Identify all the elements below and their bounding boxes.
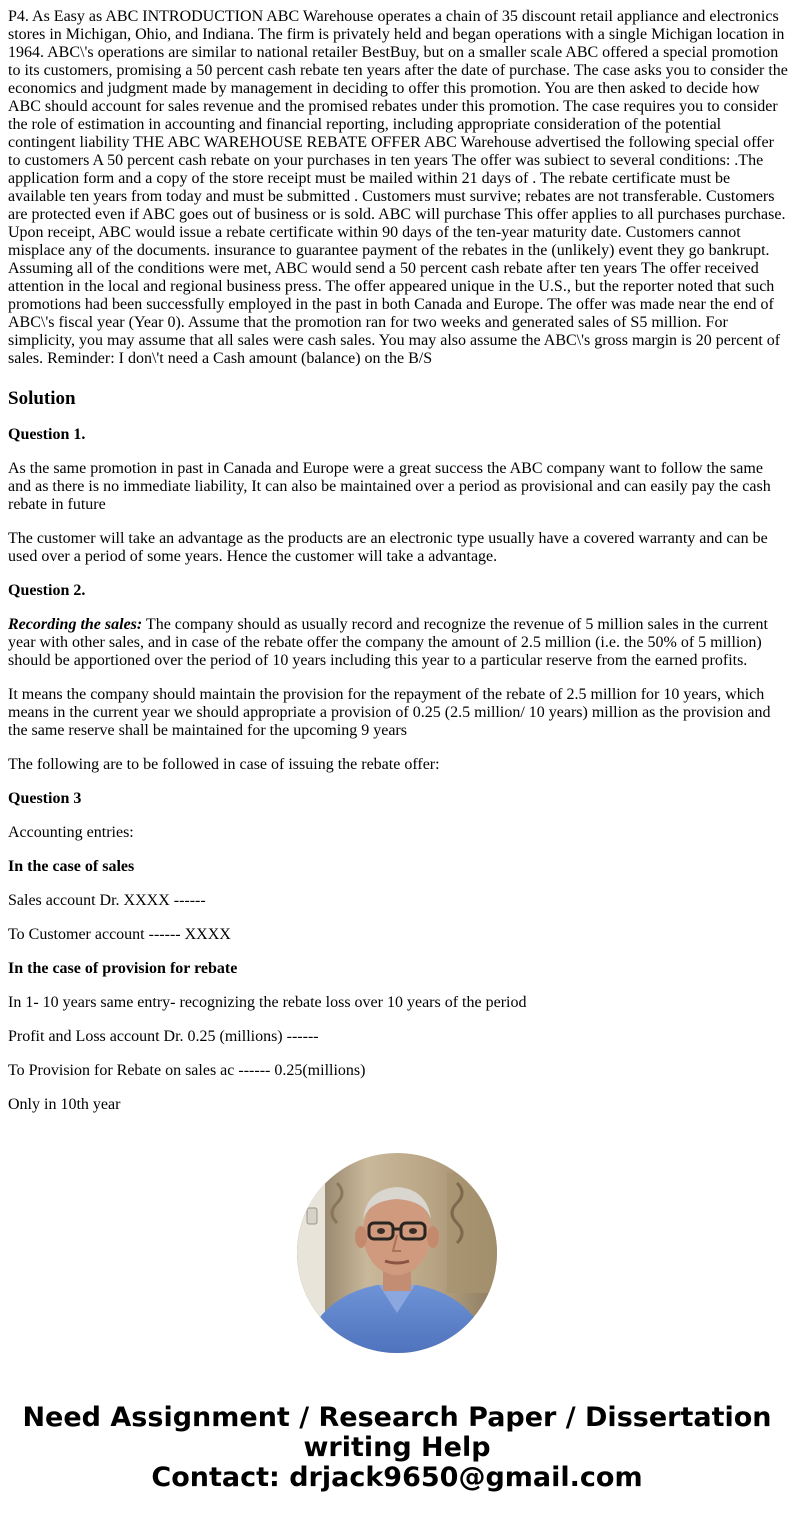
question-2-paragraph-3: The following are to be followed in case of issuing the rebate offer: [8, 756, 440, 773]
author-avatar [297, 1153, 497, 1353]
provision-entry-debit: Profit and Loss account Dr. 0.25 (millions) ------ [8, 1028, 319, 1045]
question-2-paragraph-1 [8, 616, 788, 670]
promo-banner [0, 1403, 794, 1493]
accounting-entries-label: Accounting entries: [8, 824, 134, 841]
tenth-year-note: Only in 10th year [8, 1096, 121, 1113]
question-1-paragraph-1: As the same promotion in past in Canada and Europe were a great success the ABC company want to follow the same and as there is no immediate liability, It can also be maintained over a period as provisional and can easily pay the cash rebate in future [8, 460, 771, 513]
provision-description: In 1- 10 years same entry- recognizing the rebate loss over 10 years of the period [8, 994, 527, 1011]
document-content [8, 8, 788, 1130]
sales-entry-credit: To Customer account ------ XXXX [8, 926, 231, 943]
recording-sales-text: The company should as usually record and recognize the revenue of 5 million sales in the current year with other sales, and in case of the rebate offer the company the amount of 2.5 million (i.e. the 50% of 5 million) should be apportioned over the period of 10 years including this year to a particular reserve from the earned profits. [8, 616, 768, 669]
sales-case-heading: In the case of sales [8, 858, 135, 875]
solution-heading: Solution [8, 388, 76, 409]
promo-line-2: writing Help [303, 1432, 491, 1463]
sales-entry-debit: Sales account Dr. XXXX ------ [8, 892, 206, 909]
provision-case-heading: In the case of provision for rebate [8, 960, 238, 977]
question-3-label: Question 3 [8, 790, 82, 807]
question-2-label: Question 2. [8, 582, 86, 599]
provision-entry-credit: To Provision for Rebate on sales ac ------ 0.25(millions) [8, 1062, 366, 1079]
recording-sales-lead: Recording the sales: [8, 616, 143, 633]
question-text: P4. As Easy as ABC INTRODUCTION ABC Warehouse operates a chain of 35 discount retail appliance and electronics stores in Michigan, Ohio, and Indiana. The firm is privately held and began operations with a single Michigan location in 1964. ABC\'s operations are similar to national retailer BestBuy, but on a smaller scale ABC offered a special promotion to its customers, promising a 50 percent cash rebate ten years after the date of purchase. The case asks you to consider the economics and judgment made by management in deciding to offer this promotion. You are then asked to decide how ABC should account for sales revenue and the promised rebates under this promotion. The case requires you to consider the role of estimation in accounting and financial reporting, including appropriate consideration of the potential contingent liability THE ABC WAREHOUSE REBATE OFFER ABC Warehouse advertised the following special offer to customers A 50 percent cash rebate on your purchases in ten years The offer was subiect to several conditions: .The application form and a copy of the store receipt must be mailed within 21 days of . The rebate certificate must be available ten years from today and must be submitted . Customers must survive; rebates are not transferable. Customers are protected even if ABC goes out of business or is sold. ABC will purchase This offer applies to all purchases purchase. Upon receipt, ABC would issue a rebate certificate within 90 days of the ten-year maturity date. Customers cannot misplace any of the documents. insurance to guarantee payment of the rebates in the (unlikely) event they go bankrupt. Assuming all of the conditions were met, ABC would send a 50 percent cash rebate after ten years The offer received attention in the local and regional business press. The offer appeared unique in the U.S., but the reporter noted that such promotions had been successfully employed in the past in both Canada and Europe. The offer was made near the end of ABC\'s fiscal year (Year 0). Assume that the promotion ran for two weeks and generated sales of S5 million. For simplicity, you may assume that all sales were cash sales. You may also assume the ABC\'s gross margin is 20 percent of sales. Reminder: I don\'t need a Cash amount (balance) on the B/S [8, 8, 788, 367]
question-1-label: Question 1. [8, 426, 86, 443]
question-1-paragraph-2: The customer will take an advantage as the products are an electronic type usually have a covered warranty and can be used over a period of some years. Hence the customer will take a advantage. [8, 530, 768, 565]
promo-line-1: Need Assignment / Research Paper / Dissertation [22, 1402, 772, 1433]
promo-contact: Contact: drjack9650@gmail.com [151, 1462, 643, 1493]
author-portrait-image [297, 1153, 497, 1353]
question-2-paragraph-2: It means the company should maintain the provision for the repayment of the rebate of 2.5 million for 10 years, which means in the current year we should appropriate a provision of 0.25 (2.5 million/ 10 years) million as the provision and the same reserve shall be maintained for the upcoming 9 years [8, 686, 771, 739]
